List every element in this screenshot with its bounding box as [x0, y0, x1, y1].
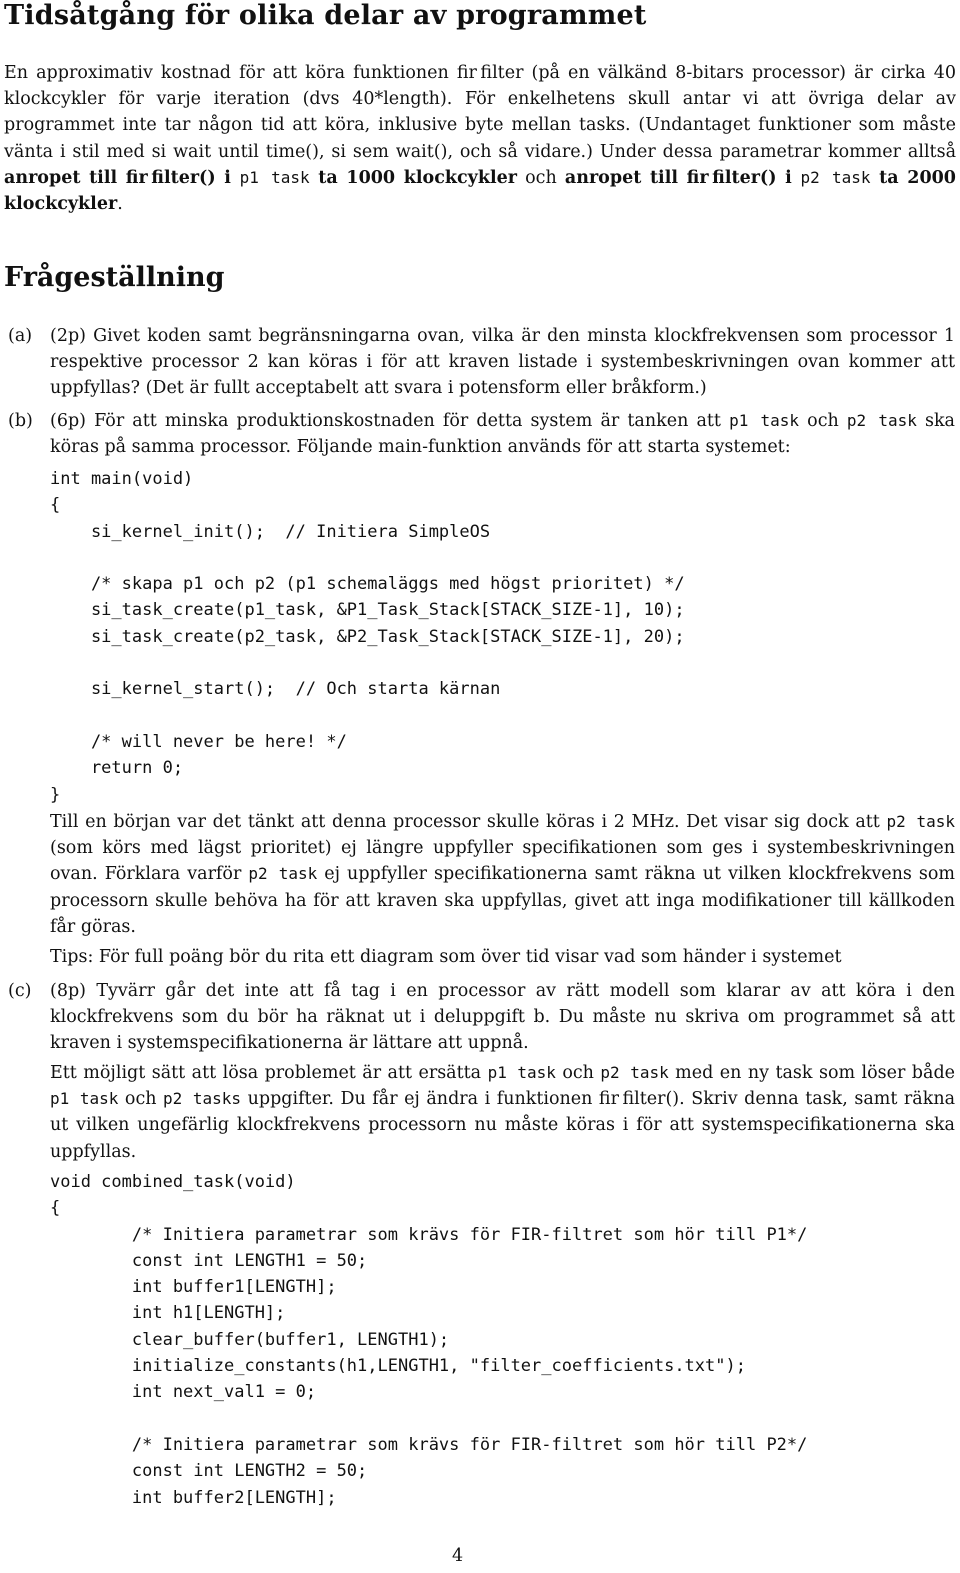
main-code-block: int main(void) { si_kernel_init(); // Initiera SimpleOS /* skapa p1 och p2 (p1 schemaläggs med högst prioritet) */ si_task_create(p1_task, &P1_Task_Stack[STACK_SIZE-1], 10); si_task_create(p2_task, &P2_Task_Stack[STACK_SIZE-1], 20); si_kernel_start(); // Och starta kärnan /* will never be here! */ return 0; }	[50, 469, 685, 805]
section-title: Tidsåtgång för olika delar av programmet	[4, 0, 647, 31]
question-c-label: (c)	[8, 981, 32, 1001]
question-b-tips: Tips: För full poäng bör du rita ett diagram som över tid visar vad som händer i systemet	[50, 947, 842, 967]
question-b-explanation: Till en början var det tänkt att denna processor skulle köras i 2 MHz. Det visar sig dock att p2 task (som körs med lägst prioritet) ej längre uppfyller specifikationen som ges i systembeskrivningen ovan. Förklara varför p2 task ej uppfyller specifikationerna samt räkna ut vilken klockfrekvens som processorn skulle behöva ha för att kraven ska uppfyllas, givet att inga modifikationer till källkoden får göras.	[50, 812, 955, 937]
question-c-paragraph-2: Ett möjligt sätt att lösa problemet är att ersätta p1 task och p2 task med en ny task som löser både p1 task och p2 tasks uppgifter. Du får ej ändra i funktionen fir filter(). Skriv denna task, samt räkna ut vilken ungefärlig klockfrekvens processorn nu måste köras i för att systemspecifikationerna ska uppfyllas.	[50, 1063, 956, 1162]
question-b-label: (b)	[8, 411, 33, 431]
question-a-label: (a)	[8, 326, 33, 346]
question-b-text: (6p) För att minska produktionskostnaden för detta system är tanken att p1 task och p2 task ska köras på samma processor. Följande main-funktion används för att starta systemet:	[50, 411, 955, 458]
question-a-text: (2p) Givet koden samt begränsningarna ovan, vilka är den minsta klockfrekvensen som processor 1 respektive processor 2 kan köras i för att kraven listade i systembeskrivningen ovan kommer att uppfyllas? (Det är fullt acceptabelt att svara i potensform eller bråkform.)	[50, 326, 955, 399]
question-c-text: (8p) Tyvärr går det inte att få tag i en processor av rätt modell som klarar av att köra i den klockfrekvens som du bör ha räknat ut i deluppgift b. Du måste nu skriva om programmet så att kraven i systemspecifikationerna är lättare att uppnå.	[50, 981, 955, 1054]
intro-paragraph: En approximativ kostnad för att köra funktionen fir filter (på en välkänd 8-bitars processor) är cirka 40 klockcykler för varje iteration (dvs 40*length). För enkelhetens skull antar vi att övriga delar av programmet inte tar någon tid att köra, inklusive byte mellan tasks. (Undantaget funktioner som måste vänta i stil med si wait until time(), si sem wait(), och så vidare.) Under dessa parametrar kommer alltså anropet till fir filter() i p1 task ta 1000 klockcykler och anropet till fir filter() i p2 task ta 2000 klockcykler.	[4, 63, 956, 215]
section-heading: Frågeställning	[4, 262, 225, 293]
page-number: 4	[452, 1546, 464, 1566]
combined-task-code-block: void combined_task(void) { /* Initiera parametrar som krävs för FIR-filtret som hör till P1*/ const int LENGTH1 = 50; int buffer1[LENGTH]; int h1[LENGTH]; clear_buffer(buffer1, LENGTH1); initialize_constants(h1,LENGTH1, "filter_coefficients.txt"); int next_val1 = 0; /* Initiera parametrar som krävs för FIR-filtret som hör till P2*/ const int LENGTH2 = 50; int buffer2[LENGTH];	[50, 1172, 808, 1508]
